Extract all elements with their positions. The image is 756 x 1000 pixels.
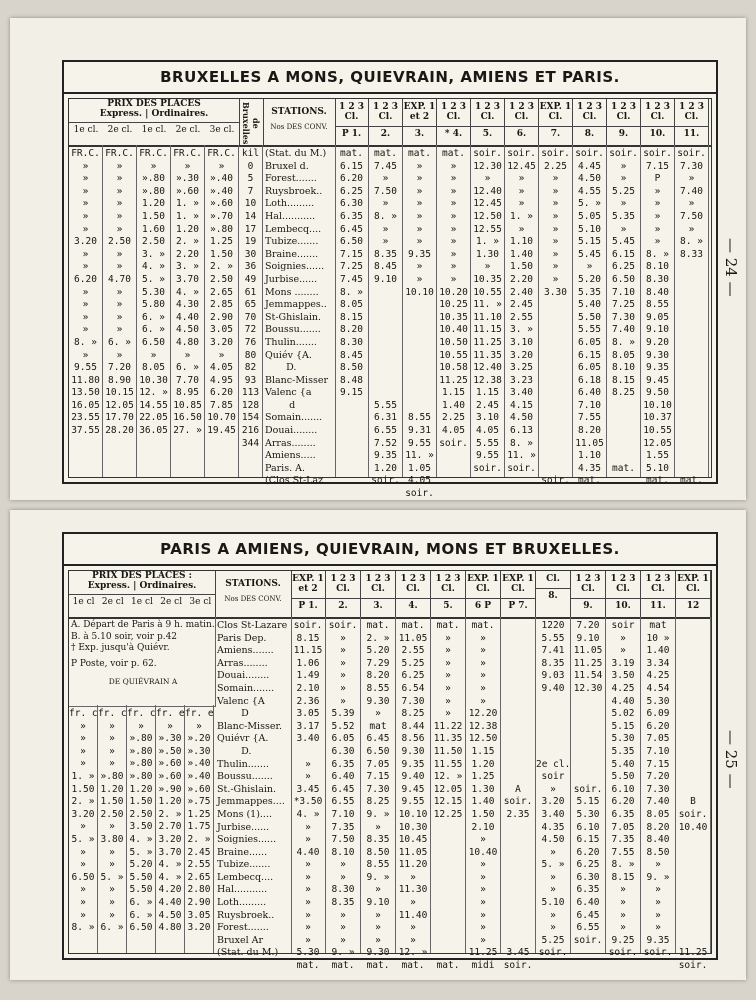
train-number: 6 P <box>466 598 500 611</box>
train-header <box>505 99 539 145</box>
page-25 <box>10 510 746 980</box>
train-header <box>573 99 607 145</box>
train-header <box>606 571 641 617</box>
train-col: mat 10 » 1.40 3.34 4.25 4.54 5.30 6.09 6.20 7.05 7.10 7.15 7.20 7.30 7.40 8.05 8.20 8.40 8.50 » 9. » » » » » 9.35 soir. <box>641 617 676 953</box>
stations-header <box>215 571 292 617</box>
train-number: 5. <box>431 598 465 611</box>
train-col: mat. 6.15 6.20 6.25 6.30 6.35 6.45 6.50 7.15 7.25 7.45 8. » 8.05 8.15 8.20 8.30 8.45 8.50 8.48 9.15 <box>335 145 369 477</box>
train-class: EXP. 1 et 2 <box>292 574 324 594</box>
train-header <box>571 571 606 617</box>
train-class: 1 2 3 Cl. <box>576 102 603 122</box>
timetable-grid <box>68 98 712 500</box>
train-number: 3. <box>403 126 436 139</box>
train-class: 1 2 3 Cl. <box>365 574 391 594</box>
train-number: * 4. <box>437 126 470 139</box>
train-header <box>675 99 709 145</box>
train-col: mat. » » » » » » » » » » 10.20 10.25 10.35 10.40 10.50 10.55 10.58 11.25 1.15 1.40 2.25 4.05 soir. <box>437 145 471 477</box>
train-number: 9. <box>607 126 640 139</box>
train-class: 1 2 3 Cl. <box>338 102 365 122</box>
nos-conv-label: Nos DES CONV. <box>224 595 282 603</box>
train-number: 10. <box>606 598 640 611</box>
class-header: 2e cl. <box>107 125 133 135</box>
train-class: EXP. 1 et 2 <box>403 102 436 122</box>
price-col-ordinaire-2: fr. e » ».30 ».50 ».60 ».60 ».90 1.20 2. » 2.70 3.20 3.70 4. » 4. » 4.20 4.40 4.50 4.80 <box>156 705 185 953</box>
train-class: 1 2 3 Cl. <box>372 102 399 122</box>
train-col: soir. » » » » » » 5.39 5.52 6.05 6.30 6.35 6.40 6.45 6.55 7.10 7.35 7.50 8.10 » » 8.30 8.35 » » » 9. » mat. <box>326 617 361 953</box>
train-header <box>641 571 676 617</box>
train-header <box>536 571 571 617</box>
train-col: soir. 4.45 4.50 4.55 5. » 5.05 5.10 5.15 5.45 » 5.20 5.35 5.40 5.50 5.55 6.05 6.15 6.05 6.18 6.40 7.10 7.55 8.20 11.05 1.10 4.35 mat. <box>573 145 607 477</box>
timetable-paris-bruxelles <box>62 532 718 972</box>
timetable-bruxelles-paris <box>62 60 718 500</box>
page-24 <box>10 18 746 500</box>
train-col: mat. 11.05 2.55 5.25 6.25 6.54 7.30 8.25 8.44 8.56 9.30 9.35 9.40 9.45 9.55 10.10 10.30 10.45 11.05 11.20 » 11.30 » 11.40 » » 12. » mat. <box>396 617 431 953</box>
stations-header <box>263 99 336 145</box>
timetable-header <box>69 571 711 619</box>
train-header <box>539 99 573 145</box>
class-header: 1e cl <box>131 597 153 607</box>
train-class: Cl. <box>546 574 560 584</box>
train-class: 1 2 3 Cl. <box>610 102 637 122</box>
train-number: P 1. <box>291 598 325 611</box>
train-header <box>361 571 396 617</box>
class-header: 1e cl. <box>73 125 99 135</box>
train-header <box>369 99 403 145</box>
note-line: † Exp. jusqu'à Quiévr. <box>71 643 170 653</box>
prix-header: PRIX DES PLACES : <box>92 571 192 581</box>
train-header <box>291 571 326 617</box>
train-class: EXP. 1 Cl. <box>467 574 499 594</box>
train-number: 10. <box>641 126 674 139</box>
train-header <box>403 99 437 145</box>
km-col: kil 0 5 7 10 14 17 19 30 36 49 61 65 70 72 76 80 82 93 113 128 154 216 344 <box>239 145 263 477</box>
price-col-express-1: fr. c » » » » 1. » 1.50 2. » 3.20 » 5. » » » 6.50 » » » 8. » <box>69 705 98 953</box>
price-col-ordinaire-2: FR.C. » ».30 ».60 1. » 1. » 1.20 2. » 2.20 3. » 3.70 4. » 4.30 4.40 4.50 4.80 » 6. » 7.70 8.95 10.85 16.50 27. » <box>171 145 205 477</box>
train-class: 1 2 3 Cl. <box>330 574 356 594</box>
train-class: EXP. 1 Cl. <box>539 102 572 122</box>
train-class: 1 2 3 Cl. <box>508 102 535 122</box>
train-col: soir. 12.30 » 12.40 12.45 12.50 12.55 1. » 1.30 » 10.35 10.55 11. » 11.10 11.15 11.25 11.35 12.40 12.38 1.15 2.45 3.10 4.05 5.55 9.55 soir. <box>471 145 505 477</box>
train-number: 5. <box>471 126 504 139</box>
train-class: 1 2 3 Cl. <box>610 574 636 594</box>
prix-header-cell <box>69 571 216 617</box>
train-number: 2. <box>369 126 402 139</box>
timetable-body <box>69 617 711 972</box>
timetable-title: PARIS A AMIENS, QUIEVRAIN, MONS ET BRUXELLES. <box>64 540 716 566</box>
class-header: 1e cl. <box>141 125 167 135</box>
train-col: mat. » » » » » » 12.20 12.38 12.50 1.15 1.20 1.25 1.30 1.40 1.50 2.10 » 10.40 » » » » » » » 11.25 midi <box>466 617 501 953</box>
train-number: 7. <box>539 126 572 139</box>
train-col: mat. 7.45 » 7.50 » 8. » » » 8.35 8.45 9.10 5.55 6.31 6.55 7.52 9.35 1.20 soir. <box>369 145 403 477</box>
train-class: 1 2 3 Cl. <box>400 574 426 594</box>
train-header <box>326 571 361 617</box>
express-ordinaires: Express. | Ordinaires. <box>99 109 209 119</box>
train-number: P 7. <box>501 598 535 611</box>
class-header: 3e cl. <box>209 125 235 135</box>
class-header: 2e cl <box>160 597 183 607</box>
page-number: — 25 — <box>722 730 740 789</box>
train-class: 1 2 3 Cl. <box>435 574 461 594</box>
price-col-ordinaire-3: fr. e » ».20 ».30 ».40 ».40 ».60 ».75 1.25 1.75 2. » 2.45 2.55 2.65 2.80 2.90 3.05 3.20 <box>185 705 214 953</box>
train-header <box>335 99 369 145</box>
stations-label: STATIONS. <box>225 579 281 589</box>
train-class: 1 2 3 Cl. <box>575 574 601 594</box>
stations-col: (Stat. du M.) Bruxel d. Forest....... Ruysbroek.. Loth......... Hal........... Lembecq.... Tubize....... Braine....... Soignies...... Jurbise...... Mons ........ Jemmappes.. St-Ghislain. Boussu....... Thulin....... Quiév {A. D. Blanc-Misser Valenc {a d Somain....... Douai........ Arras........ Amiens..... Paris. A. (Clos St-Laz <box>263 145 336 477</box>
train-col: soir. » » 5.25 » 5.35 » 5.45 6.15 6.25 6.50 7.10 7.25 7.30 7.40 8. » 8.05 8.10 8.15 8.25 mat. <box>607 145 641 477</box>
train-class: EXP. 1 Cl. <box>677 574 709 594</box>
train-header <box>466 571 501 617</box>
de-quievrain-label: DE QUIÉVRAIN A <box>108 677 178 686</box>
train-class: 1 2 3 Cl. <box>440 102 467 122</box>
train-header <box>437 99 471 145</box>
train-class: 1 2 3 Cl. <box>474 102 501 122</box>
train-col: soir. 2.25 » » » » » » » » » 3.30 soir. <box>539 145 573 477</box>
train-number: 6. <box>505 126 538 139</box>
price-col-ordinaire-1: fr. c » ».80 ».80 ».80 ».80 1.20 1.50 2.50 3.50 4. » 5. » 5.20 5.50 5.50 6. » 6. » 6.50 <box>127 705 156 953</box>
train-col: soir. 7.30 » 7.40 » 7.50 » 8. » 8.33 mat. <box>675 145 709 477</box>
class-header: 2e cl. <box>175 125 201 135</box>
price-col-express-1: FR.C. » » » » » » 3.20 » » 6.20 » » » » 8. » » 9.55 11.80 13.50 16.05 23.55 37.55 <box>69 145 103 477</box>
de-bruxelles-header <box>239 99 264 145</box>
notes-block <box>69 617 216 707</box>
timetable-body <box>69 145 711 500</box>
train-number: 8. <box>573 126 606 139</box>
train-class: 1 2 3 Cl. <box>678 102 705 122</box>
train-col: B soir. 10.40 11.25 soir. <box>676 617 711 953</box>
train-col: mat. » » » » » » » 9.35 » » 10.10 8.55 9.31 9.55 11. » 1.05 4.05 soir. <box>403 145 437 477</box>
timetable-title: BRUXELLES A MONS, QUIEVRAIN, AMIENS ET PARIS. <box>64 68 716 94</box>
train-header <box>607 99 641 145</box>
train-number: 11. <box>641 598 675 611</box>
train-header <box>676 571 711 617</box>
train-col: mat. 2. » 5.20 7.29 8.20 8.55 9.30 » mat 6.45 6.50 7.05 7.15 7.30 8.25 9. » » 8.35 8.50 8.55 9. » » 9.10 » » » 9.30 mat. <box>361 617 396 953</box>
express-ordinaires: Express. | Ordinaires. <box>87 581 197 591</box>
train-number: 4. <box>396 598 430 611</box>
train-col: 1220 5.55 7.41 8.35 9.03 9.40 2e cl. soir » 3.20 3.40 4.35 4.50 » 5. » » » 5.10 » » 5.25 soir. <box>536 617 571 953</box>
stations-col: Clos St-Lazare Paris Dep. Amiens....... Arras........ Douai........ Somain....... Valenc {A D Blanc-Misser. Quiévr {A. D. Thulin....... Boussu....... St.-Ghislain. Jemmappes.... Mons (1).... Jurbise...... Soignies...... Braine...... Tubize....... Lembecq.... Hal........... Loth......... Ruysbroek.. Forest....... Bruxel Ar (Stat. du M.) <box>215 617 292 953</box>
note-line: B. à 5.10 soir, voir p.42 <box>71 631 178 642</box>
class-header: 2e cl <box>101 597 124 607</box>
train-col: soir » » 3.19 3.50 4.25 4.40 5.02 5.15 5.30 5.35 5.40 5.50 6.10 6.20 6.35 7.05 7.35 7.55 8. » 8.15 » » » » 9.25 soir. <box>606 617 641 953</box>
note-line: P Poste, voir p. 62. <box>71 658 157 669</box>
train-col: soir. 8.15 11.15 1.06 1.49 2.10 2.36 3.05 3.17 3.40 » » 3.45 *3.50 4. » » » 4.40 » » » » » » » 5.30 mat. <box>291 617 326 953</box>
price-col-express-2: fr. c » » » » ».80 1.20 1.50 2.50 » 3.80 » » 5. » » » » 6. » <box>98 705 127 953</box>
train-header <box>431 571 466 617</box>
prix-header: PRIX DES PLACES <box>107 99 201 109</box>
class-header: 3e cl <box>189 597 212 607</box>
train-col: soir. 7.15 P » » » » » 8. » 8.10 8.30 8.40 8.55 9.05 9.10 9.20 9.30 9.35 9.45 9.50 10.10 10.37 10.55 12.05 1.55 5.10 mat. <box>641 145 675 477</box>
price-col-ordinaire-3: FR.C. » ».40 ».40 ».60 ».70 ».80 1.25 1.50 2. » 2.50 2.65 2.85 2.90 3.05 3.20 » 4.05 4.95 6.20 7.85 10.70 19.45 <box>205 145 239 477</box>
stations-label: STATIONS. <box>271 107 327 117</box>
prix-header-cell <box>69 99 240 145</box>
train-class: 1 2 3 Cl. <box>644 102 671 122</box>
train-number: 8. <box>536 588 570 601</box>
train-col: mat. » » » » » » » 11.22 11.35 11.50 11.55 12. » 12.05 12.15 12.25 mat. <box>431 617 466 953</box>
train-number: 11. <box>675 126 708 139</box>
page-number: — 24 — <box>722 238 740 297</box>
train-number: 12 <box>676 598 710 611</box>
train-class: EXP. 1 Cl. <box>502 574 534 594</box>
train-col: 7.20 9.10 11.05 11.25 11.54 12.30 soir. 5.15 5.30 6.10 6.15 6.20 6.25 6.30 6.35 6.40 6.45 6.55 soir. <box>571 617 606 953</box>
train-header <box>471 99 505 145</box>
class-header: 1e cl <box>72 597 95 607</box>
train-header <box>641 99 675 145</box>
train-number: 3. <box>361 598 395 611</box>
price-col-ordinaire-1: FR.C. » ».80 ».80 1.20 1.50 1.60 2.50 3. » 4. » 5. » 5.30 5.80 6. » 6. » 6.50 » 8.05 10.30 12. » 14.55 22.05 36.05 <box>137 145 171 477</box>
train-col: soir. 12.45 » » » 1. » » 1.10 1.40 1.50 2.20 2.40 2.45 2.55 3. » 3.10 3.20 3.25 3.23 3.40 4.15 4.50 6.13 8. » 11. » soir. <box>505 145 539 477</box>
price-col-express-2: FR.C. » » » » » » 2.50 » » 4.70 » » » » 6. » » 7.20 8.90 10.15 12.05 17.70 28.20 <box>103 145 137 477</box>
train-class: 1 2 3 Cl. <box>645 574 671 594</box>
timetable-grid <box>68 570 712 972</box>
train-number: 9. <box>571 598 605 611</box>
train-number: P 1. <box>335 126 368 139</box>
train-col: A soir. 2.35 3.45 soir. <box>501 617 536 953</box>
nos-conv-label: Nos DES CONV. <box>270 123 328 131</box>
train-number: 2. <box>326 598 360 611</box>
de-bruxelles-label: de Bruxelles <box>241 102 261 145</box>
train-header <box>396 571 431 617</box>
timetable-header <box>69 99 711 147</box>
note-line: A. Départ de Paris à 9 h. matin. <box>71 620 215 630</box>
train-header <box>501 571 536 617</box>
